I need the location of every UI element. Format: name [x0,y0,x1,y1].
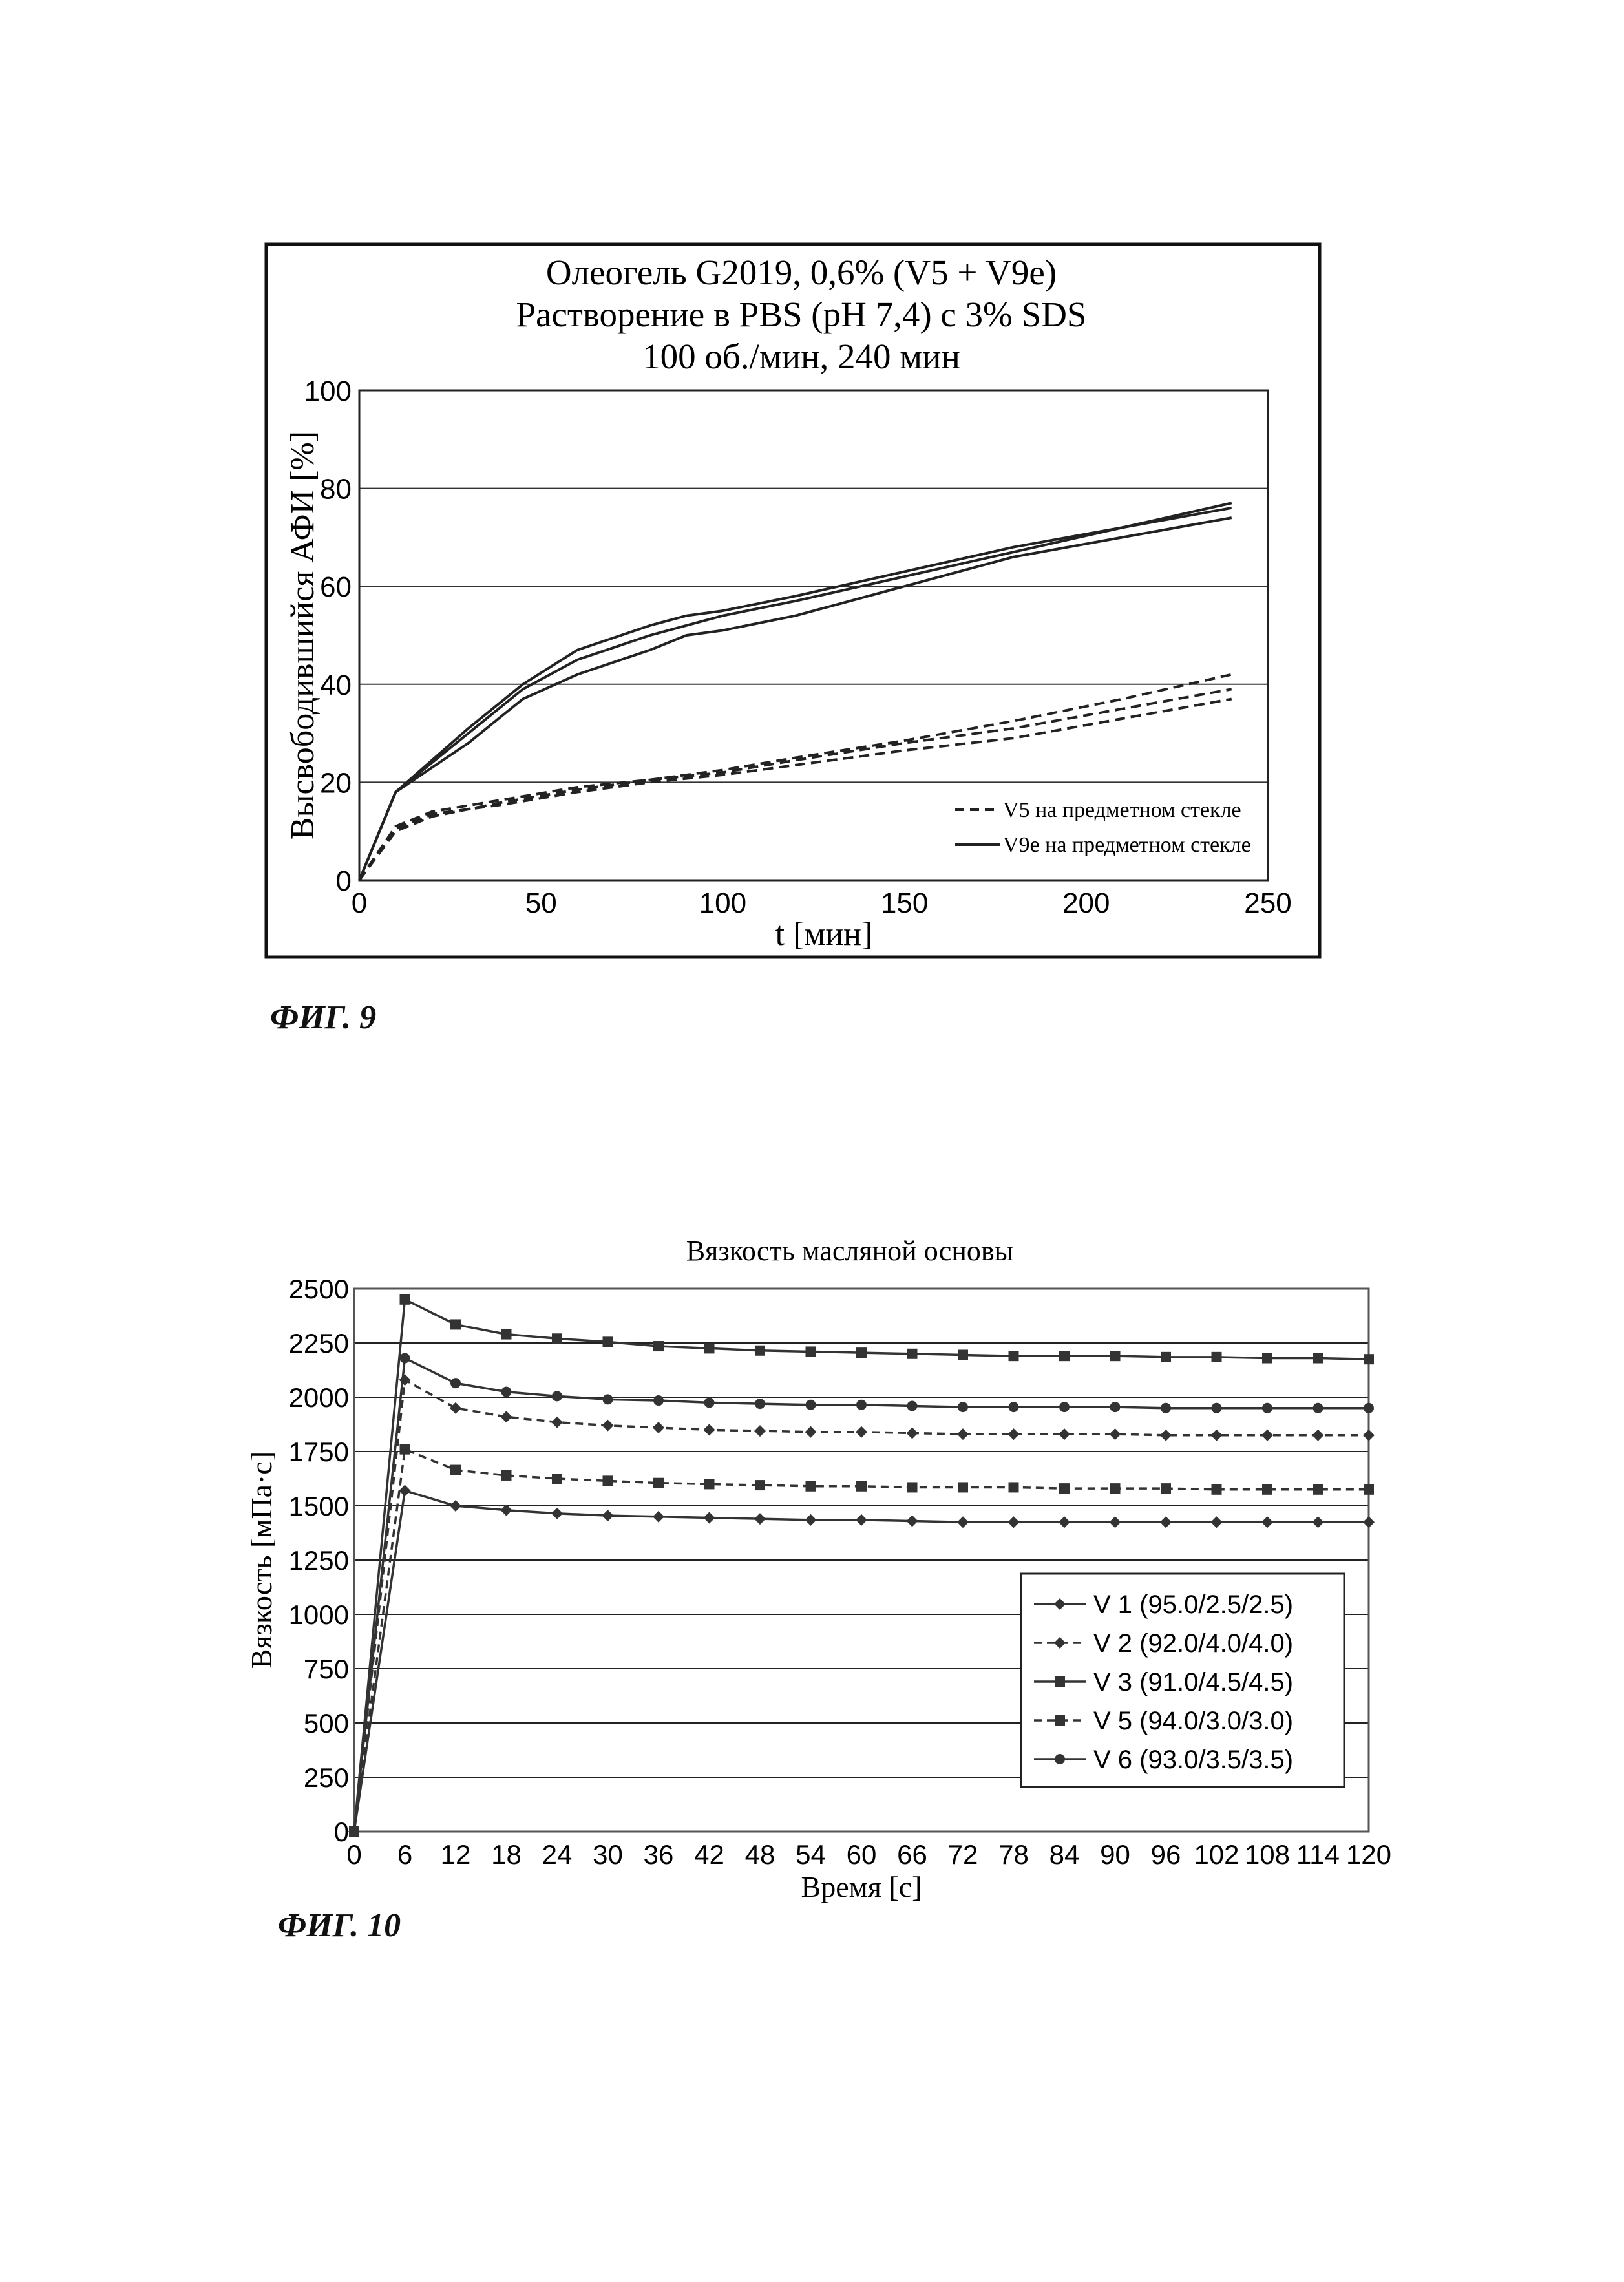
fig10-x-tick-label: 60 [847,1839,877,1870]
fig10-x-tick-label: 30 [593,1839,623,1870]
fig10-point-v5 [907,1482,918,1492]
fig9-x-axis-label: t [мин] [775,916,873,953]
fig10-point-v6 [450,1378,461,1388]
fig10-point-v5 [1110,1483,1121,1494]
fig10-x-tick-label: 54 [796,1839,826,1870]
fig10-point-v3 [1059,1351,1070,1361]
fig10-point-v6 [1212,1403,1222,1413]
fig9-y-tick-label: 0 [336,865,352,897]
fig10-y-tick-label: 750 [304,1654,349,1684]
fig10-point-v5 [1009,1482,1019,1492]
fig10-point-v2 [1160,1430,1172,1441]
fig10-point-v3 [755,1346,765,1356]
fig10-y-tick-label: 1250 [289,1545,349,1576]
fig10-point-v1 [704,1512,715,1523]
fig10-y-tick-label: 250 [304,1762,349,1793]
fig9-legend [955,798,1251,857]
fig10-point-v1 [602,1510,614,1521]
fig10-point-v5 [501,1470,512,1481]
fig10-point-v3 [856,1347,867,1358]
fig9-x-tick-label: 150 [881,887,928,919]
fig10-point-v6 [349,1826,359,1837]
fig10-legend [1021,1574,1344,1787]
fig10-point-v5 [1059,1483,1070,1494]
fig10-x-axis-label: Время [с] [801,1870,922,1903]
fig10-y-tick-label: 0 [334,1817,349,1847]
fig10-x-tick-label: 66 [897,1839,927,1870]
fig10-point-v2 [1059,1428,1070,1440]
fig10-x-tick-label: 72 [948,1839,978,1870]
fig9-gridlines [359,489,1268,783]
fig10-x-tick-label: 36 [644,1839,674,1870]
fig9-caption: ФИГ. 9 [270,998,376,1037]
fig10-point-v2 [1261,1430,1273,1441]
fig9-y-axis-label: Высвободившийся АФИ [%] [284,431,321,840]
fig10-y-tick-label: 2500 [289,1274,349,1304]
fig10-point-v1 [1261,1516,1273,1528]
fig10-point-v5 [806,1481,816,1492]
fig10-point-v3 [450,1319,461,1329]
fig10-point-v3 [400,1294,410,1305]
fig10-point-v5 [400,1444,410,1455]
fig10-point-v5 [1212,1484,1222,1495]
fig10-x-tick-label: 6 [397,1839,412,1870]
fig10-point-v6 [603,1394,613,1404]
fig10-point-v1 [1313,1516,1324,1528]
fig10-point-v6 [1059,1402,1070,1412]
fig10-point-v1 [399,1484,411,1496]
fig10-point-v5 [856,1481,867,1492]
fig10-point-v1 [1059,1516,1070,1528]
fig10-legend-label-v3: V 3 (91.0/4.5/4.5) [1093,1668,1293,1696]
fig10-point-v3 [958,1349,968,1360]
fig10-point-v2 [551,1417,563,1428]
fig10-point-v1 [450,1500,461,1512]
fig10-point-v6 [806,1400,816,1410]
fig10-x-tick-label: 96 [1151,1839,1181,1870]
fig10-legend-marker-v3 [1055,1676,1065,1687]
fig10-point-v2 [856,1426,867,1438]
fig10-point-v1 [653,1511,664,1523]
fig10-point-v6 [958,1402,968,1412]
fig10-point-v2 [1313,1430,1324,1441]
fig10-point-v6 [704,1397,715,1408]
fig10-point-v1 [1160,1516,1172,1528]
fig10-y-axis-label: Вязкость [мПа·с] [245,1452,278,1669]
fig10-point-v2 [1363,1430,1375,1441]
fig10-point-v2 [704,1424,715,1435]
fig9-series-line-v9e-2 [359,508,1232,880]
fig10-point-v5 [1364,1484,1374,1495]
fig10-point-v5 [450,1465,461,1475]
fig10-x-tick-label: 0 [346,1839,361,1870]
fig9-chart [266,244,1320,957]
fig9-x-tick-label: 250 [1244,887,1291,919]
fig10-point-v6 [653,1395,664,1406]
fig10-point-v2 [957,1428,969,1440]
fig10-point-v5 [552,1474,562,1484]
fig10-x-tick-label: 18 [491,1839,522,1870]
fig10-point-v2 [1110,1428,1121,1440]
fig10-legend-label-v1: V 1 (95.0/2.5/2.5) [1093,1590,1293,1619]
fig10-point-v3 [1110,1351,1121,1361]
fig10-point-v5 [653,1478,664,1488]
fig10-point-v6 [1262,1403,1272,1413]
fig10-x-tick-label: 12 [441,1839,471,1870]
fig10-chart [245,1235,1391,1903]
fig10-point-v1 [1110,1516,1121,1528]
fig10-x-tick-label: 24 [542,1839,573,1870]
fig10-x-tick-label: 84 [1049,1839,1080,1870]
fig10-point-v2 [399,1374,411,1386]
fig10-y-tick-label: 1000 [289,1600,349,1630]
fig10-point-v2 [653,1422,664,1433]
fig10-y-tick-label: 2250 [289,1328,349,1358]
fig10-point-v6 [552,1391,562,1401]
fig10-legend-marker-v6 [1055,1754,1065,1764]
fig10-point-v3 [704,1343,715,1353]
fig9-legend-label-v9e: V9e на предметном стекле [1003,833,1251,857]
fig10-legend-label-v2: V 2 (92.0/4.0/4.0) [1093,1629,1293,1658]
fig10-title: Вязкость масляной основы [686,1235,1013,1267]
fig10-point-v2 [1008,1428,1020,1440]
fig9-x-tick-label: 50 [525,887,557,919]
fig10-y-tick-label: 500 [304,1708,349,1738]
fig10-y-tick-label: 1750 [289,1437,349,1467]
fig9-x-tick-label: 200 [1062,887,1110,919]
fig10-point-v1 [856,1514,867,1526]
fig10-point-v3 [1364,1354,1374,1364]
fig9-title-line3: 100 об./мин, 240 мин [642,337,960,376]
fig9-y-tick-label: 40 [320,670,352,701]
fig10-x-ticks [346,1839,1391,1870]
fig10-x-tick-label: 108 [1245,1839,1290,1870]
fig9-legend-label-v5: V5 на предметном стекле [1003,798,1241,822]
fig10-point-v2 [602,1420,614,1432]
fig10-point-v2 [1211,1430,1223,1441]
fig10-point-v5 [603,1475,613,1486]
fig10-point-v1 [1008,1516,1020,1528]
fig10-point-v6 [1009,1402,1019,1412]
fig9-x-tick-label: 0 [352,887,367,919]
fig10-x-tick-label: 120 [1346,1839,1391,1870]
fig10-point-v6 [1364,1403,1374,1413]
fig10-point-v1 [805,1514,817,1526]
fig10-point-v1 [907,1516,918,1527]
fig10-x-tick-label: 42 [694,1839,724,1870]
fig10-y-tick-label: 1500 [289,1491,349,1521]
fig10-point-v1 [1211,1516,1223,1528]
fig9-x-tick-label: 100 [699,887,746,919]
fig10-point-v6 [755,1399,765,1409]
fig9-y-tick-label: 80 [320,474,352,505]
fig9-y-tick-label: 100 [304,375,352,407]
fig10-point-v3 [1161,1352,1171,1362]
fig10-point-v3 [806,1346,816,1357]
fig10-point-v1 [754,1513,766,1525]
fig9-y-tick-label: 60 [320,571,352,603]
fig10-x-tick-label: 114 [1296,1839,1340,1870]
fig10-point-v5 [1161,1483,1171,1494]
fig10-point-v5 [958,1482,968,1492]
fig10-y-ticks [289,1274,349,1847]
fig10-point-v3 [501,1329,512,1340]
fig9-series-group [359,503,1232,880]
fig10-x-tick-label: 78 [998,1839,1029,1870]
fig10-point-v2 [754,1425,766,1437]
fig10-point-v6 [907,1400,918,1411]
fig10-point-v3 [1313,1353,1323,1364]
fig10-point-v6 [1110,1402,1121,1412]
fig10-point-v3 [1212,1352,1222,1362]
fig10-point-v3 [653,1341,664,1351]
fig10-point-v5 [1262,1484,1272,1495]
fig10-point-v5 [704,1479,715,1489]
fig10-point-v1 [1363,1516,1375,1528]
fig10-x-tick-label: 90 [1100,1839,1130,1870]
fig10-point-v3 [603,1336,613,1347]
fig10-point-v6 [856,1400,867,1410]
fig10-x-tick-label: 48 [745,1839,775,1870]
fig10-point-v6 [1161,1403,1171,1413]
fig9-x-ticks [352,887,1292,919]
fig10-point-v1 [551,1508,563,1519]
fig10-point-v2 [501,1411,512,1422]
fig10-point-v3 [552,1333,562,1344]
fig10-point-v6 [1313,1403,1323,1413]
fig9-series-line-v9e-1 [359,518,1232,880]
fig10-point-v6 [501,1387,512,1397]
fig10-caption: ФИГ. 10 [278,1907,401,1945]
fig10-legend-label-v6: V 6 (93.0/3.5/3.5) [1093,1746,1293,1774]
fig10-point-v1 [957,1516,969,1528]
fig10-x-tick-label: 102 [1194,1839,1239,1870]
fig9-series-line-v9e-3 [359,503,1232,880]
page-canvas [0,0,1624,2282]
fig10-point-v6 [400,1353,410,1364]
fig9-y-tick-label: 20 [320,767,352,799]
fig10-legend-marker-v5 [1055,1715,1065,1726]
fig10-point-v2 [805,1426,817,1438]
fig10-point-v5 [755,1480,765,1490]
fig10-legend-label-v5: V 5 (94.0/3.0/3.0) [1093,1707,1293,1735]
fig9-title-line1: Олеогель G2019, 0,6% (V5 + V9e) [546,253,1057,292]
fig9-title-line2: Растворение в PBS (pH 7,4) с 3% SDS [516,295,1086,334]
fig10-point-v3 [1009,1351,1019,1361]
fig10-point-v3 [907,1349,918,1359]
fig10-point-v5 [1313,1484,1323,1495]
fig10-y-tick-label: 2000 [289,1382,349,1413]
fig10-point-v2 [450,1402,461,1414]
fig10-point-v2 [907,1427,918,1439]
fig10-point-v3 [1262,1353,1272,1364]
